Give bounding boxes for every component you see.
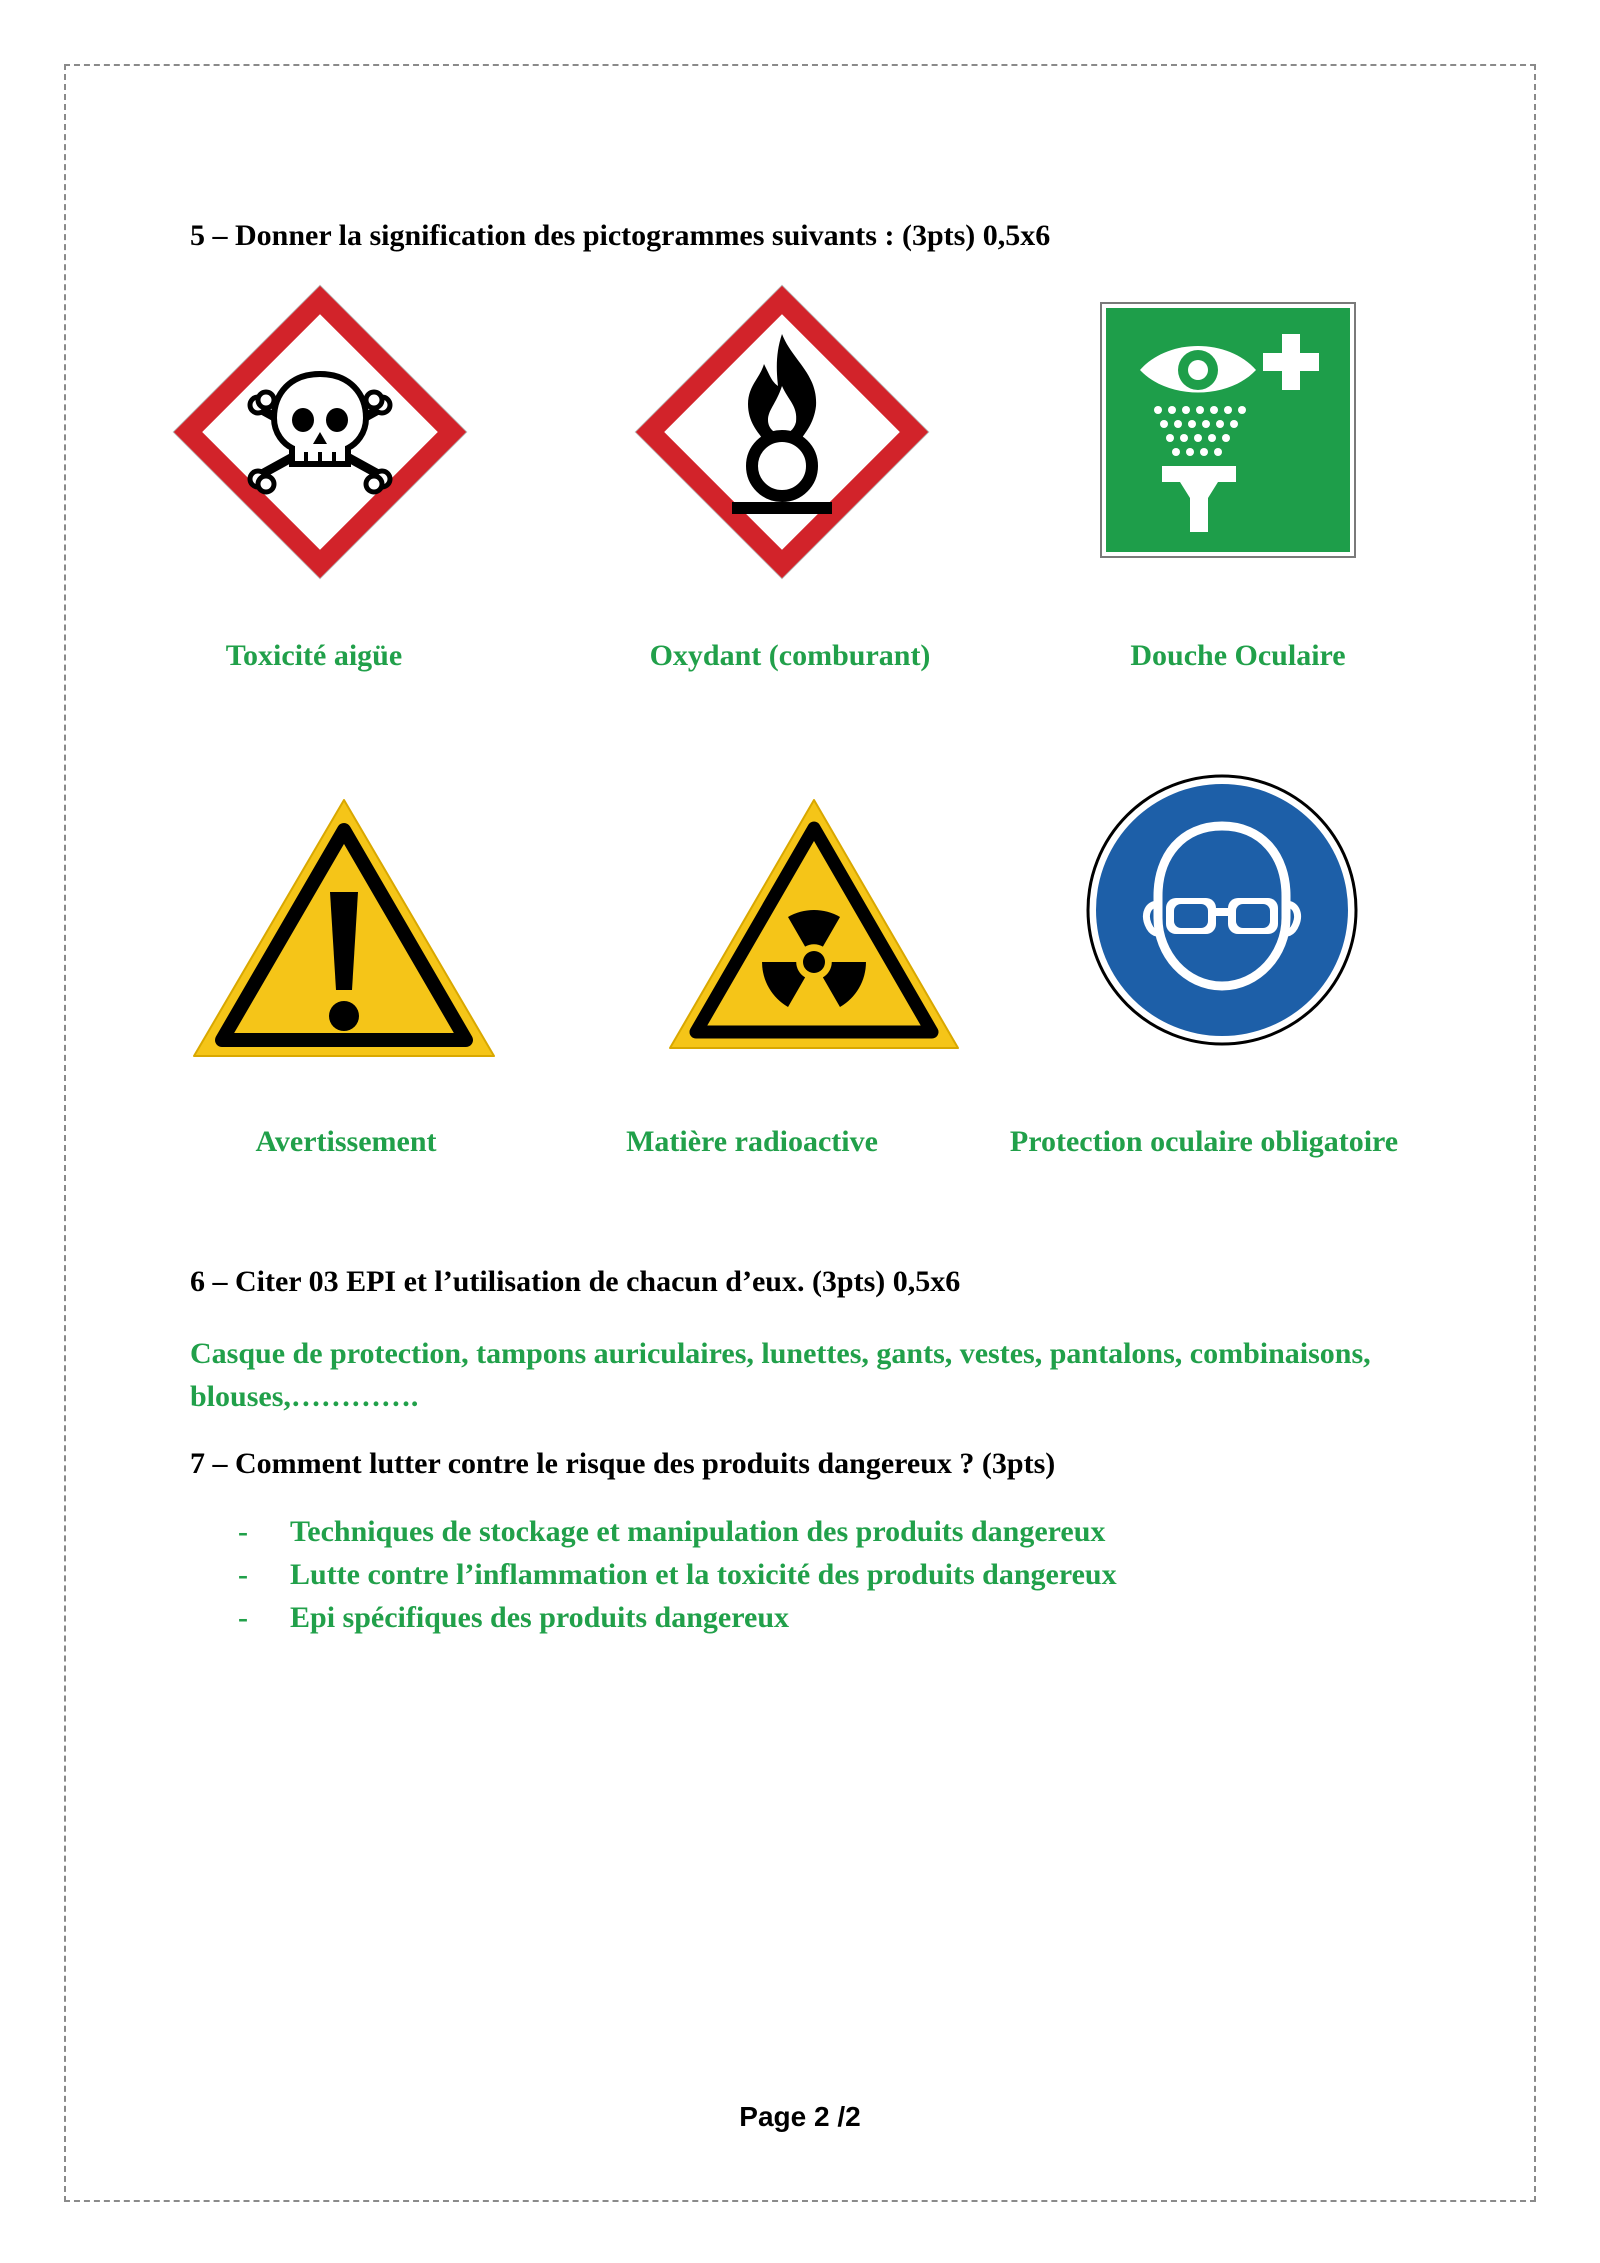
question-7-title: 7 – Comment lutter contre le risque des produits dangereux ? (3pts) [190,1447,1056,1480]
pictogram-label-oxidizer: Oxydant (comburant) [649,639,931,672]
pictogram-label-radioactive: Matière radioactive [626,1125,878,1158]
list-item [190,1510,1117,1553]
eye-protection-icon [1086,774,1358,1046]
list-item [190,1553,1117,1596]
pictogram-label-eye-protection: Protection oculaire obligatoire [1009,1125,1399,1158]
list-item [190,1596,1117,1639]
skull-crossbones-icon [170,282,470,582]
bullet-dash: - [238,1558,248,1591]
question-7-answer-list [190,1510,1117,1639]
list-item-text: Lutte contre l’inflammation et la toxicité des produits dangereux [290,1558,1117,1591]
eye-shower-icon [1100,302,1356,558]
pictogram-label-eye-shower: Douche Oculaire [1130,639,1346,672]
list-item-text: Epi spécifiques des produits dangereux [290,1601,789,1634]
question-6-answer: Casque de protection, tampons auriculaires, lunettes, gants, vestes, pantalons, combinaisons, blouses,…………. [190,1337,1371,1413]
question-6-title: 6 – Citer 03 EPI et l’utilisation de chacun d’eux. (3pts) 0,5x6 [190,1265,961,1298]
page-number: Page 2 /2 [739,2101,861,2132]
pictogram-label-warning: Avertissement [255,1125,437,1158]
bullet-dash: - [238,1601,248,1634]
list-item-text: Techniques de stockage et manipulation des produits dangereux [290,1515,1106,1548]
pictogram-label-toxicity: Toxicité aigüe [225,639,403,672]
question-5-title: 5 – Donner la signification des pictogrammes suivants : (3pts) 0,5x6 [190,219,1051,252]
radiation-icon [664,794,964,1056]
bullet-dash: - [238,1515,248,1548]
flame-over-circle-icon [632,282,932,582]
exclamation-warning-icon [188,794,500,1064]
